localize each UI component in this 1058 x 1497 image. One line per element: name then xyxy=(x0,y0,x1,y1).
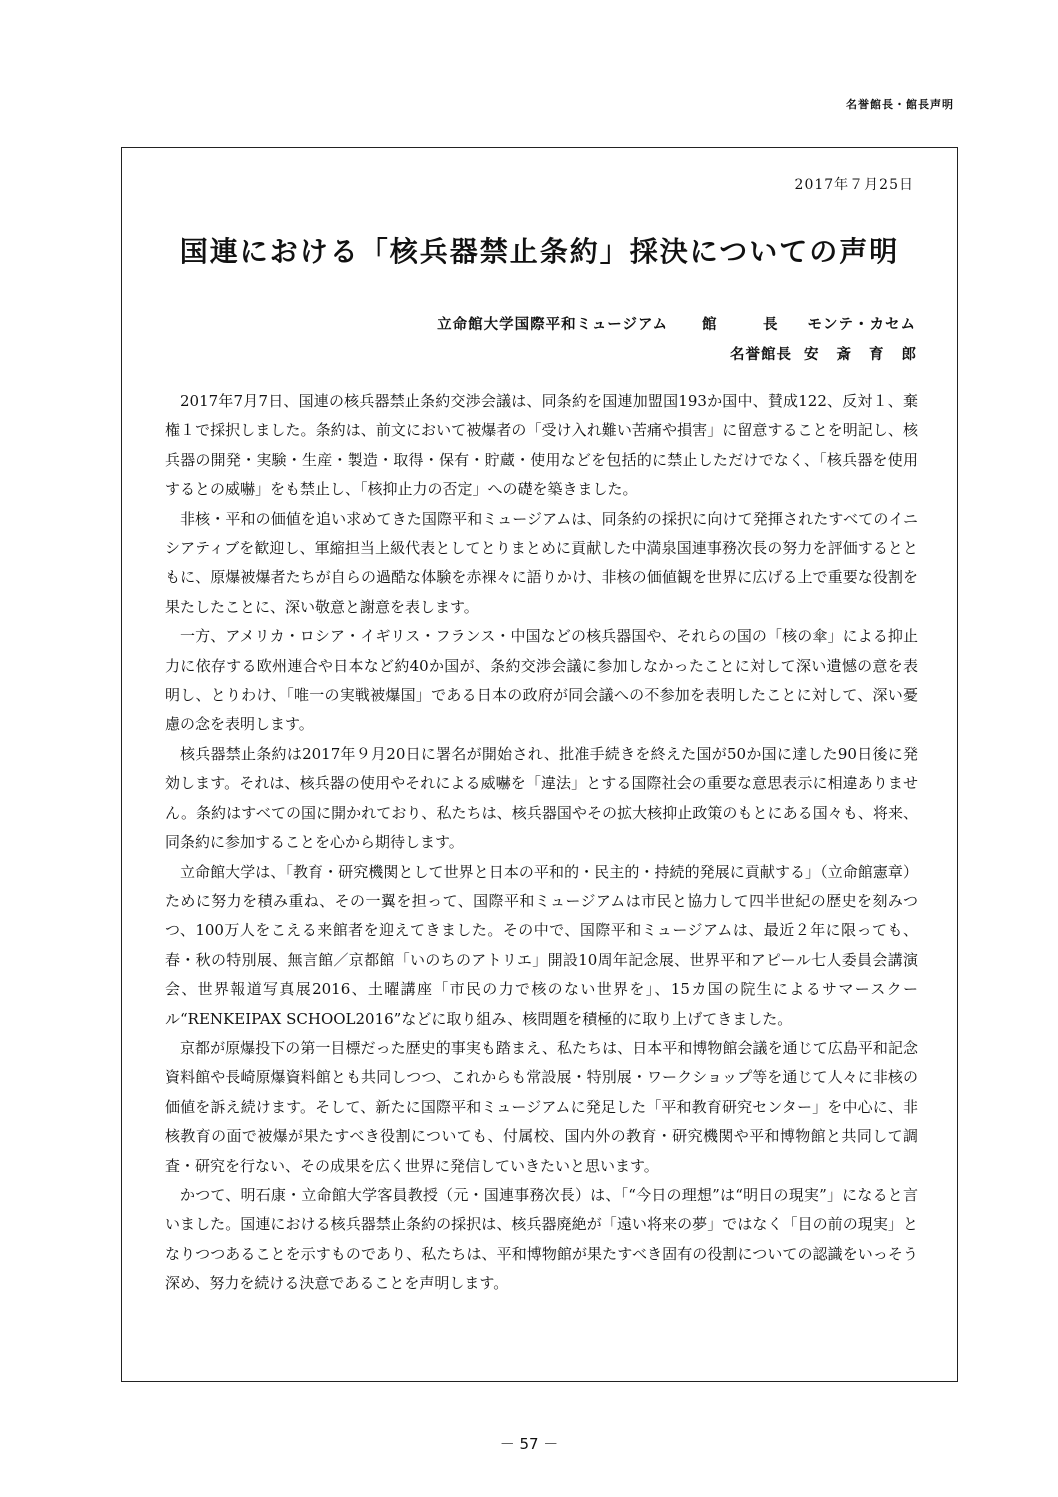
paragraph: 非核・平和の価値を追い求めてきた国際平和ミュージアムは、同条約の採択に向けて発揮されたすべてのイニシアティブを歓迎し、軍縮担当上級代表としてとりまとめに貢献した中満泉国連事務次長の努力を評価するとともに、原爆被爆者たちが自らの過酷な体験を赤裸々に語りかけ、非核の価値観を世界に広げる上で重要な役割を果たしたことに、深い敬意と謝意を表します。 xyxy=(165,509,918,616)
signatory-director xyxy=(437,313,916,334)
signatory-name: モンテ・カセム xyxy=(807,317,916,333)
paragraph: 立命館大学は、「教育・研究機関として世界と日本の平和的・民主的・持続的発展に貢献する」（立命館憲章）ために努力を積み重ね、その一翼を担って、国際平和ミュージアムは市民と協力して四半世紀の歴史を刻みつつ、100万人をこえる来館者を迎えてきました。その中で、国際平和ミュージアムは、最近２年に限っても、春・秋の特別展、無言館／京都館「いのちのアトリエ」開設10周年記念展、世界平和アピール七人委員会講演会、世界報道写真展2016、土曜講座「市民の力で核のない世界を」、15カ国の院生によるサマースクール“RENKEIPAX SCHOOL2016”などに取り組み、核問題を積極的に取り上げてきました。 xyxy=(165,862,918,1028)
statement-title: 国連における「核兵器禁止条約」採決についての声明 xyxy=(179,235,900,268)
signatory-name: 安斎育郎 xyxy=(804,347,934,363)
paragraph: 核兵器禁止条約は2017年９月20日に署名が開始され、批准手続きを終えた国が50か国に達した90日後に発効します。それは、核兵器の使用やそれによる威嚇を「違法」とする国際社会の重要な意思表示に相違ありません。条約はすべての国に開かれており、私たちは、核兵器国やその拡大核抑止政策のもとにある国々も、将来、同条約に参加することを心から期待します。 xyxy=(165,744,918,852)
statement-body xyxy=(165,387,918,1299)
signatory-organization: 立命館大学国際平和ミュージアム xyxy=(437,317,668,333)
signatory-role: 館 長 xyxy=(702,317,794,333)
paragraph: かつて、明石康・立命館大学客員教授（元・国連事務次長）は、「“今日の理想”は“明日の現実”」になると言いました。国連における核兵器禁止条約の採択は、核兵器廃絶が「遠い将来の夢」ではなく「目の前の現実」となりつつあることを示すものであり、私たちは、平和博物館が果たすべき固有の役割についての認識をいっそう深め、努力を続ける決意であることを声明します。 xyxy=(165,1185,918,1293)
running-header: 名誉館長・館長声明 xyxy=(846,98,954,111)
paragraph: 京都が原爆投下の第一目標だった歴史的事実も踏まえ、私たちは、日本平和博物館会議を通じて広島平和記念資料館や長崎原爆資料館とも共同しつつ、これからも常設展・特別展・ワークショップ等を通じて人々に非核の価値を訴え続けます。そして、新たに国際平和ミュージアムに発足した「平和教育研究センター」を中心に、非核教育の面で被爆が果たすべき役割についても、付属校、国内外の教育・研究機関や平和博物館と共同して調査・研究を行ない、その成果を広く世界に発信していきたいと思います。 xyxy=(165,1038,918,1175)
page-number: － 57 － xyxy=(499,1435,559,1453)
signatory-honorary-director xyxy=(730,343,934,364)
paragraph: 2017年7月7日、国連の核兵器禁止条約交渉会議は、同条約を国連加盟国193か国中、賛成122、反対１、棄権１で採択しました。条約は、前文において被爆者の「受け入れ難い苦痛や損害」に留意することを明記し、核兵器の開発・実験・生産・製造・取得・保有・貯蔵・使用などを包括的に禁止しただけでなく、「核兵器を使用するとの威嚇」をも禁止し、「核抑止力の否定」への礎を築きました。 xyxy=(165,392,918,499)
signatory-role: 名誉館長 xyxy=(730,347,792,363)
paragraph: 一方、アメリカ・ロシア・イギリス・フランス・中国などの核兵器国や、それらの国の「核の傘」による抑止力に依存する欧州連合や日本など約40か国が、条約交渉会議に参加しなかったことに対して深い遺憾の意を表明し、とりわけ、「唯一の実戦被爆国」である日本の政府が同会議への不参加を表明したことに対して、深い憂慮の念を表明します。 xyxy=(165,627,918,734)
statement-date: 2017年７月25日 xyxy=(794,177,914,193)
